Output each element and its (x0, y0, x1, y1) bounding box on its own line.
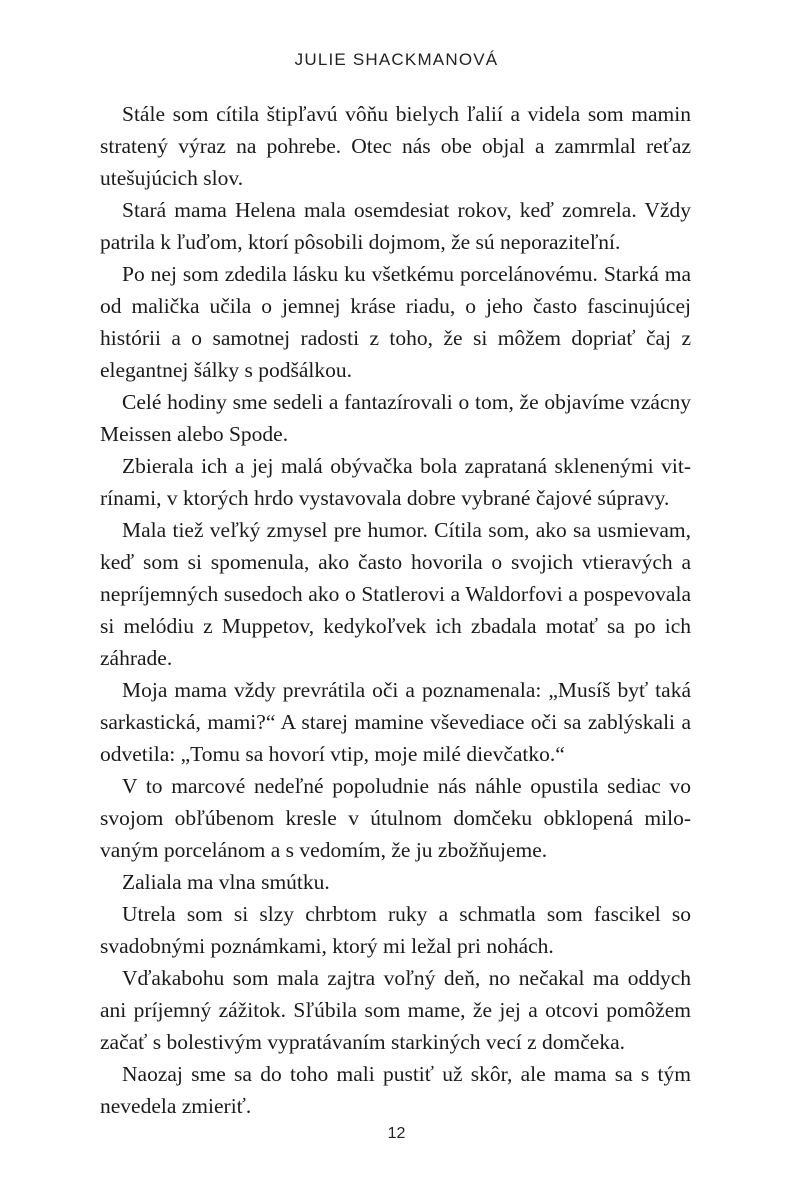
body-text (100, 98, 691, 1122)
paragraph: Po nej som zdedila lásku ku všetkému porcelánovému. Starká ma od malička učila o jemnej kráse riadu, o jeho často fascinujúcej histórii a o samotnej radosti z toho, že si môžem dopriať čaj z elegantnej šálky s podšálkou. (100, 262, 691, 382)
paragraph: Vďakabohu som mala zajtra voľný deň, no nečakal ma oddych ani príjemný zážitok. Sľúbila som mame, že jej a otcovi pomôžem začať s bolestivým vypratávaním starkiných vecí z domčeka. (100, 966, 691, 1054)
paragraph: Utrela som si slzy chrbtom ruky a schmatla som fascikel so svadobnými poznámkami, ktorý mi ležal pri nohách. (100, 902, 691, 958)
paragraph: Mala tiež veľký zmysel pre humor. Cítila som, ako sa usmievam, keď som si spomenula, ako často hovorila o svojich vtieravých a nepríjemných susedoch ako o Statlerovi a Waldorfovi a pospevovala si melódiu z Muppetov, kedykoľvek ich zbadala motať sa po ich záhrade. (100, 518, 691, 670)
paragraph: Stále som cítila štipľavú vôňu bielych ľalií a videla som mamin stratený výraz na pohrebe. Otec nás obe objal a zamrmlal reťaz utešujúcich slov. (100, 102, 691, 190)
running-head-author: JULIE SHACKMANOVÁ (294, 50, 499, 69)
paragraph: Zbierala ich a jej malá obývačka bola zapratаná sklenenými vitrínami, v ktorých hrdo vystavovala dobre vybrané čajové súpravy. (100, 454, 691, 510)
paragraph: Celé hodiny sme sedeli a fantazírovali o tom, že objavíme vzácny Meissen alebo Spode. (100, 390, 691, 446)
paragraph: Stará mama Helena mala osemdesiat rokov, keď zomrela. Vždy patrila k ľuďom, ktorí pôsobili dojmom, že sú neporaziteľní. (100, 198, 691, 254)
paragraph: Moja mama vždy prevrátila oči a poznamenala: „Musíš byť taká sarkastická, mami?“ A starej mamine vševediace oči sa zablýskali a odvetila: „Tomu sa hovorí vtip, moje milé dievčatko.“ (100, 678, 691, 766)
paragraph: Zaliala ma vlna smútku. (122, 870, 330, 894)
paragraph: Naozaj sme sa do toho mali pustiť už skôr, ale mama sa s tým nevedela zmieriť. (100, 1062, 691, 1118)
page-number: 12 (387, 1125, 406, 1142)
paragraph: V to marcové nedeľné popoludnie nás náhle opustila sediac vo svojom obľúbenom kresle v útulnom domčeku obklopená milovaným porcelánom a s vedomím, že ju zbožňujeme. (100, 774, 691, 862)
